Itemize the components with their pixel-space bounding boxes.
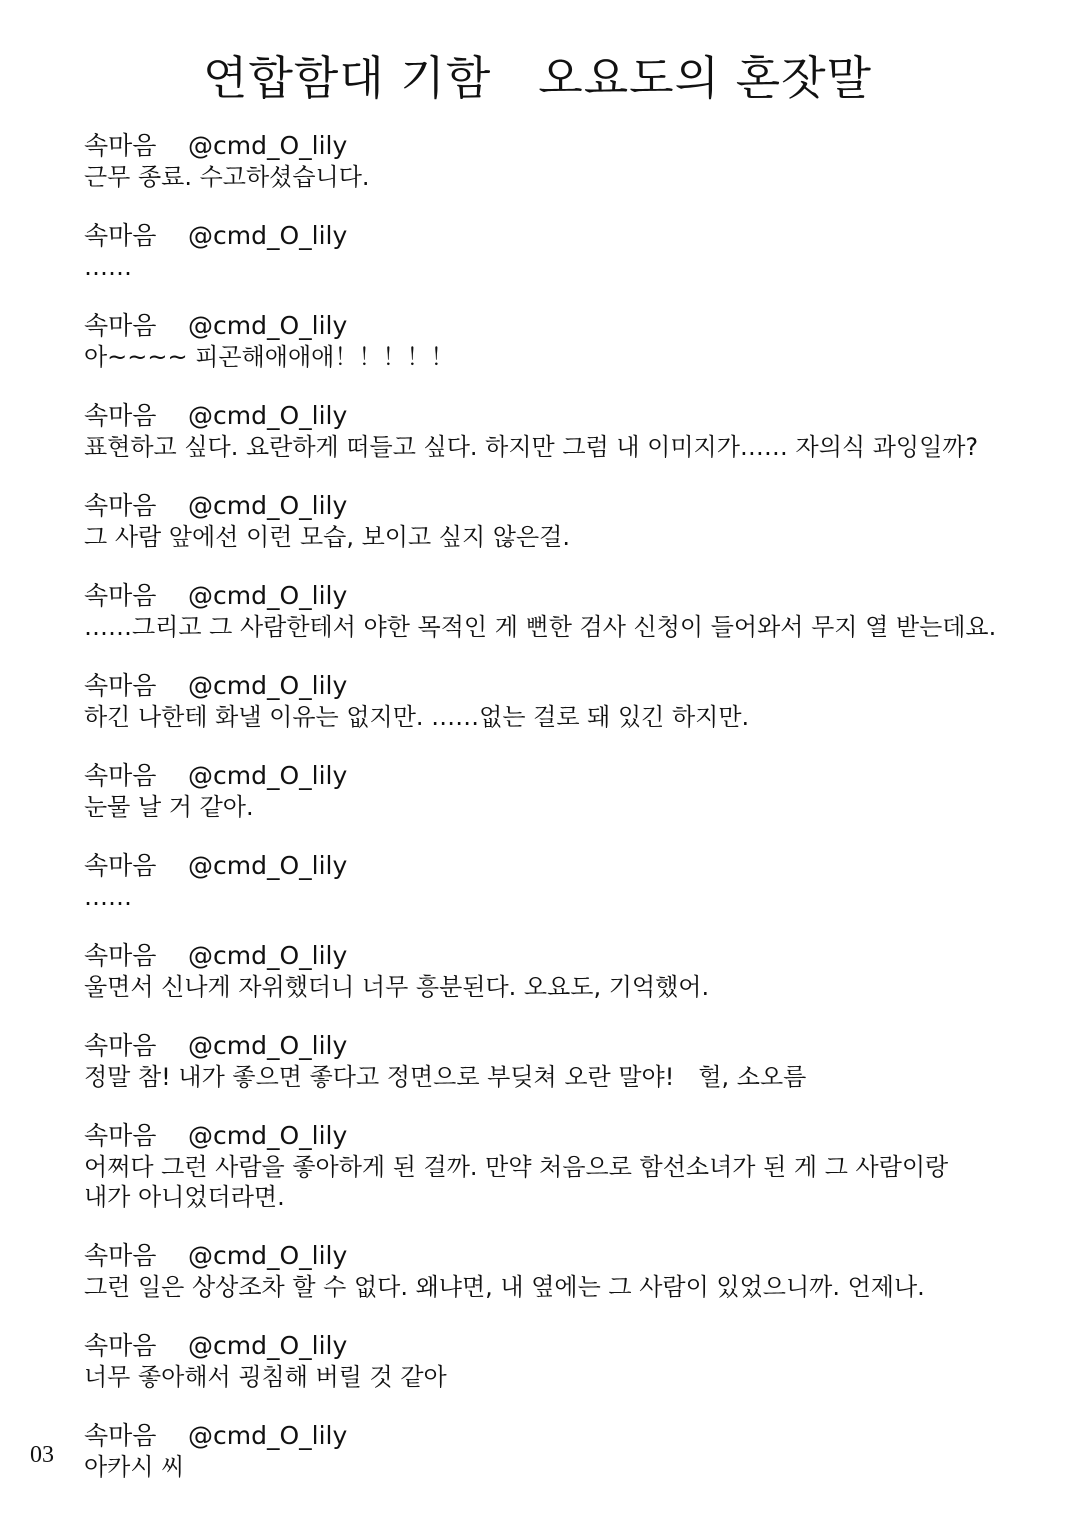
post-author: 속마음 <box>84 1031 157 1060</box>
page-title: 연합함대 기함 오요도의 혼잣말 <box>203 51 872 105</box>
post-handle: @cmd_O_lily <box>188 221 348 250</box>
post <box>84 310 1044 400</box>
post <box>84 850 1044 940</box>
post-text: 근무 종료. 수고하셨습니다. <box>84 163 370 191</box>
post-header <box>84 490 1044 522</box>
post-handle: @cmd_O_lily <box>188 311 348 340</box>
post-text: …… <box>84 883 132 911</box>
post-author: 속마음 <box>84 401 157 430</box>
post-author: 속마음 <box>84 491 157 520</box>
post-header <box>84 580 1044 612</box>
post <box>84 130 1044 220</box>
post <box>84 940 1044 1030</box>
post-handle: @cmd_O_lily <box>188 491 348 520</box>
post-author: 속마음 <box>84 941 157 970</box>
post-author: 속마음 <box>84 311 157 340</box>
post-header <box>84 670 1044 702</box>
post-header <box>84 1420 1044 1452</box>
post-author: 속마음 <box>84 1331 157 1360</box>
post-header <box>84 850 1044 882</box>
post-handle: @cmd_O_lily <box>188 1241 348 1270</box>
post-header <box>84 1240 1044 1272</box>
post-handle: @cmd_O_lily <box>188 131 348 160</box>
post-text: 너무 좋아해서 굉침해 버릴 것 같아 <box>84 1363 447 1391</box>
post-author: 속마음 <box>84 581 157 610</box>
post-header <box>84 130 1044 162</box>
post-handle: @cmd_O_lily <box>188 1331 348 1360</box>
post-handle: @cmd_O_lily <box>188 851 348 880</box>
post <box>84 670 1044 760</box>
post-list <box>84 130 1044 1510</box>
post <box>84 400 1044 490</box>
post-handle: @cmd_O_lily <box>188 581 348 610</box>
post-handle: @cmd_O_lily <box>188 761 348 790</box>
post-header <box>84 310 1044 342</box>
post-handle: @cmd_O_lily <box>188 941 348 970</box>
post-text: 눈물 날 거 같아. <box>84 793 254 821</box>
post <box>84 1420 1044 1510</box>
post-author: 속마음 <box>84 851 157 880</box>
post-text: 하긴 나한테 화낼 이유는 없지만. ……없는 걸로 돼 있긴 하지만. <box>84 703 750 731</box>
post-author: 속마음 <box>84 1121 157 1150</box>
post-text: 아카시 씨 <box>84 1453 185 1481</box>
post-header <box>84 1120 1044 1152</box>
post-text: 내가 아니었더라면. <box>84 1183 285 1211</box>
post-text: …… <box>84 253 132 281</box>
post-header <box>84 940 1044 972</box>
post-handle: @cmd_O_lily <box>188 1031 348 1060</box>
post-handle: @cmd_O_lily <box>188 671 348 700</box>
post <box>84 760 1044 850</box>
post <box>84 1030 1044 1120</box>
post <box>84 1120 1044 1240</box>
post-header <box>84 400 1044 432</box>
post <box>84 220 1044 310</box>
post-text: 그 사람 앞에선 이런 모습, 보이고 싶지 않은걸. <box>84 523 570 551</box>
post-header <box>84 1030 1044 1062</box>
page-number: 03 <box>30 1442 54 1468</box>
post <box>84 490 1044 580</box>
post-header <box>84 1330 1044 1362</box>
post-text: 어쩌다 그런 사람을 좋아하게 된 걸까. 만약 처음으로 함선소녀가 된 게 그 사람이랑 <box>84 1153 949 1181</box>
post-author: 속마음 <box>84 1241 157 1270</box>
post-header <box>84 220 1044 252</box>
post-handle: @cmd_O_lily <box>188 1421 348 1450</box>
post-author: 속마음 <box>84 671 157 700</box>
post-author: 속마음 <box>84 131 157 160</box>
post-text: 표현하고 싶다. 요란하게 떠들고 싶다. 하지만 그럼 내 이미지가…… 자의식 과잉일까? <box>84 433 979 461</box>
post <box>84 1240 1044 1330</box>
post-handle: @cmd_O_lily <box>188 401 348 430</box>
post <box>84 1330 1044 1420</box>
post-handle: @cmd_O_lily <box>188 1121 348 1150</box>
post-text: ……그리고 그 사람한테서 야한 목적인 게 뻔한 검사 신청이 들어와서 무지 열 받는데요. <box>84 613 997 641</box>
post-author: 속마음 <box>84 1421 157 1450</box>
post <box>84 580 1044 670</box>
post-text: 정말 참! 내가 좋으면 좋다고 정면으로 부딪쳐 오란 말야! 헐, 소오름 <box>84 1063 807 1091</box>
post-author: 속마음 <box>84 761 157 790</box>
post-text: 그런 일은 상상조차 할 수 없다. 왜냐면, 내 옆에는 그 사람이 있었으니까. 언제나. <box>84 1273 925 1301</box>
post-text: 울면서 신나게 자위했더니 너무 흥분된다. 오요도, 기억했어. <box>84 973 710 1001</box>
post-header <box>84 760 1044 792</box>
post-text: 아~~~~ 피곤해애애애！！！！！ <box>84 343 455 371</box>
post-author: 속마음 <box>84 221 157 250</box>
